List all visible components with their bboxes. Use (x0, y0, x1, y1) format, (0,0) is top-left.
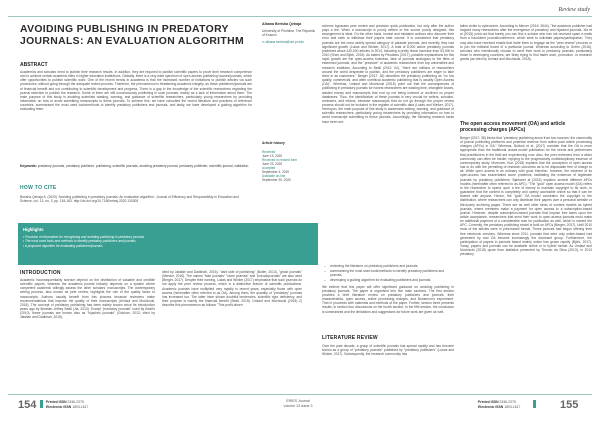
right-text-b: Berger (2017: 38) thinks that "predatory publishing arose from two sources: the commodity of journal publishing platforms and potential revenue from author-paid article processing charges (APCs) in OA." Whereas, Bullock et al. (2017) consider that the OA is more appropriate than the traditional closed-model publication for the needs and preferences that practitioners in the field are experiencing now. Also, the peer-reviewers from a wider community can often be harder, replying to the progressively multidisciplinary essence of contemporary study. Moreover, Kurt (2018) explains that the conception of open access has to do with the permitting of research outcomes as to be disposable free of charge to all. While open access is an ordinary with good intention, however, the essence of its open-access has exacerbated some problems, facilitating the existence of legitimate journals by predatory publishers. Bjarkaret al (2018) explains several different APCs models (hereinafter often referred to as APC). "The "gold" open access model (OA) refers to the researcher to spend upon a fee of money to maintain copyright to its work, to guarantee that the content is completely and openly accessible online so that it can be shared with anyone. Hence, the "gold" OA model constrains the copyright to the distribution, where researchers can only distribute their papers over a personal website or third-party archiving pages. There are as well other kinds of content models as hybrid journals, where members make a payment for open access to a subscription-based journal. However, despite subscription-based journals that impose free taxes upon the article acceptance, researchers that send their work to open-access journals must make an additional payment of a considerable sum for publication as well, which is named the APC. Currently, the predatory publishing model is built on APCs (Berger, 2017). Until 2010 most of the articles were in print-based format. These journals had begun offering their free electronic versions. Whereas since 2011, journals that were only online-based had generated by and OA became increasingly the dominant group. Furthermore, the participation of papers in journals based mainly online has grown rapidly (Björk, 2017). Today, papers and journals can be available online or in hybrid format. As Umlauf and Mochizuki (2018) quote from statistics presented by Tenorio da Silva (2013), in 2013 predatory (460, 136, 592, 257)
history-value: June 23, 2020 (262, 162, 283, 167)
intro-col1: Academic inconsequentiality science depend on the distribution of valuable and credible scientific papers, whereas the academic journal industry depends on a system where competent academic willingly assess the other scholars' manuscripts. The contemporary writing process, also known as peer review, highlights the role of the quality factor to manuscripts. Authors usually benefit from this process because reviewers make recommendations that improve the quality of their manuscripts (Umlauf and Mochizuki, 2018). The concept of predatory publishing has been widely known since its introduction years ago by librarian Jeffrey Beall (Jia, 2013). Except "predatory journals" used by Beall's (2010), these journals are known also as "hijacked journals" (Gokhan, 2012; cited by Jalalian and Dadkhah, 2015), (20, 278, 155, 320)
history-value: September 30, 2020 (262, 178, 291, 183)
keywords-text: predatory journals, predatory publisher, publishing, scientific journals, avoiding predatory journal, predatory publisher, scientific journal, validation (37, 164, 249, 168)
author-email[interactable]: ✉ albana.berisha@uni-pr.edu (262, 40, 304, 44)
middle-text-b: We believe that this paper will offer significant guidance on avoiding publishing in predatory journals. The paper is organised into five main sections. The first section provides a brief literature review on predatory publishers and journals, their characteristics, open access, article processing charges, and Bohannon's experiment. Then it proceeds with materials and methods of the paper. Further, section three presents results, in section four discussions on the fourth section. In the fifth section, the conclusion is summarized and the limitations and suggestions for future work are given as well. (322, 284, 454, 314)
journal-info-left (268, 399, 328, 408)
intro-col2: cited by Jalalian and Dadkhah, 2015), "dark side of publishing" (Butler, 2013), "ghost journals" (Mercier, 2016). The names "fake journals" "clone journals" and "pseudojournals" are also used (Berger, 2017). Despite their naming, Lukas and Winker (2017) emphasise that such journals do not apply the peer review process, which is a distinctive feature of scientific publications. Academic journals have multiplied very rapidly in recent years, especially those with open access (hereinafter often referred to as OA). Among them, the quantity of "predatory" journals has increased too. The latter have shown doubtful tendencies, scientific rigor deficiency, and their purpose is mainly the financial benefit (Beall, 2015). Umlauf and Mochizuki (2018) 2) describe this phenomenon as follows "This profit-driven (162, 270, 302, 308)
cite-heading: HOW TO CITE (20, 185, 57, 191)
keywords-label: Keywords: (20, 164, 37, 168)
abstract-heading: ABSTRACT (20, 62, 48, 68)
research-tasks-list (322, 264, 454, 283)
issn-block-right: Printed ISSN 2336-2375 Electronic ISSN 1803-1617 (478, 400, 521, 409)
intro-heading: INTRODUCTION (20, 270, 61, 276)
issn-block-left: Printed ISSN 2336-2375 Electronic ISSN 1803-1617 (46, 400, 89, 409)
highlight-item: • The most used tools and methods to identify predatory publishers and journals (23, 239, 136, 244)
journal-name: ERIES Journal (286, 399, 310, 403)
author-name: Albana Berisha Qehaja (262, 22, 302, 26)
author-email-text[interactable]: albana.berisha@uni-pr.edu (265, 40, 304, 44)
lit-review-heading: LITERATURE REVIEW (322, 334, 378, 341)
journal-volume: volume 13 issue 3 (283, 403, 313, 408)
page-number-right: 155 (560, 399, 579, 411)
highlights-box (18, 223, 318, 265)
highlight-item: • Provision of information for recognising and avoiding publishing in predatory journals (23, 235, 145, 239)
history-label: Accepted (262, 166, 276, 171)
right-text: fallen victim to cybercrime. According to Mercer (2016: 3644), "the academic publisher had trapped many researchers after the emergence of predatory and hijacked journals. Xia et al (2015) point out that barely you can find a scholar who has not received spam e-mails from a fraudulent journal/conference, which seek to solicitate papers/participation. They may also have received emails that invite them to engage as the "peer-review" process or to join the editorial board of a particular journal. Whereas according to Green (2016), scholars who intentionally choose to send their work to predatory journals, particularly those in developing countries, are likely trying to find faster work, promotion, or research grants (as cited by Umlauf and Mochizuki, 2018). (460, 24, 592, 62)
highlight-item: • A proposed algorithm for evaluating publishers/journals (23, 243, 103, 248)
history-label: Received in revised form (262, 158, 298, 163)
right-column (460, 24, 592, 392)
lit-review-text: Over the past decade, a group of scientific journals has spread rapidly and has become known as a group of "predatory journals" published by "predatory publishers" (Lukas and Winker, 2017). Subsequently, the research community has (322, 343, 454, 356)
footer-rule (8, 394, 592, 395)
history-label: Available on-line (262, 174, 286, 179)
footer-accent-bar (533, 400, 536, 408)
history-value: June 13, 2020 (262, 154, 283, 159)
footer-accent-bar (40, 400, 43, 408)
section-label: Review study (558, 7, 590, 13)
history-label: Received (262, 150, 276, 154)
keywords (20, 164, 250, 168)
article-history (262, 150, 318, 182)
article-history-heading: Article history (262, 141, 285, 145)
cite-text[interactable]: Berisha Qehaja A. (2020) 'Avoiding publishing in predatory journals: An evaluation algorithm', Journal of Efficiency and Responsibility in Education and Science, vol. 13, no. 3, pp. 154-163. http://dx.doi.org/10.7160/eriesj.2020.130305 (20, 195, 239, 204)
article-title: AVOIDING PUBLISHING IN PREDATORY JOURNALS: AN EVALUATION ALGORITHM (20, 24, 244, 47)
list-item: – reviewing the literature on predatory publishers and journals, (330, 264, 454, 268)
history-value: September 4, 2020 (262, 170, 290, 175)
middle-text: scheme bypasses peer review and precision quick publication, but only after the author pays a fee. When a manuscript is poorly written or the source poorly designed, this arrangement is ideal. On the other hand, honest and mistaken authors who discover their error and seek to withdraw their papers later cannot. It is considered that predatory journals are the most widely spread category of parasite journals, and recently they had significant growth (Lukas and Winker, 2017). A total of 8,000 active predatory journals published about 420,000 articles in 2014, following a pretty linear increase from 53,000 in 2010 (Shen and Björk, 2015). As stated by Pecaibou (2017), possible explanations for this rapid growth are the open-access business, fake of journals analogous to the titles of esteemed journals, and the "pressure" of academic researchers from top universities and research institutes. According to Beall (2012: 54), "there are millions of researchers around the world desperate to publish, and the predatory publishers are eager to take them in as customers." Berger (2017: 26) describes the predatory publishing as "no low quality, commercial, and often unethical academic publishing that is usually Open Access (OA)". Whereas, Umlauf and Mochizuki (2018) point out that the consequences of publishing in predatory journals for honest researchers are wasting time, intangible losses, wasted money and manuscripts that end up not being indexed or archived on proper databases. Thus, the identification of these journals is very crucial for writers, scholars, reviewers, and editors, because manuscripts that do not go through the proper review process should not be included in the register of scientific data (Lukas and Winker, 2017). Hereupon, the main purpose of this study is awareness-raising, warning, and guidance of scientific researchers, particularly young researchers by providing information on how to avoid manuscript submitting to these journals. Accordingly, the following research tasks have been set: (322, 24, 454, 124)
page-number-left: 154 (18, 399, 37, 411)
header-rule (8, 16, 592, 17)
list-item: – summarising the most used tools/methods to identify predatory publishers and journals, (330, 269, 454, 277)
list-item: – developing a guiding algorithm for evaluating publishers and journals. (330, 278, 454, 282)
oa-heading: The open access movement (OA) and article processing charges (APCs) (460, 121, 566, 133)
author-affiliation: University of Prishtina, The Republic of Kosovo (262, 29, 316, 37)
middle-column (322, 24, 454, 392)
highlights-heading: Highlights (23, 227, 44, 232)
abstract-text: Academics and scholars need to publish their research results. In addition, they are required to publish scientific papers to prove their research competence and to achieve certain academic titles in higher education institutions. Globally, there is a very wide spectrum of open-access publishing houses/journals, which offer opportunities to publish scientific work. One of the recent trends in academia is that the increased number of invitations to publish articles via such procedures, without going through the adequate review process. Therefore, the phenomenon is threatening academic integrity, as these publishers/journals are of financial benefit and not contributing to scientific development and progress. There is a gap in the knowledge of the scientific researchers regarding the journal selection to publish the research. Some of them are still unconsciously publishing in such journals, mainly as a lack of information about them. The main purpose of this study is avoiding scientists wasting, warning, and guidance of scientific researchers, particularly young researchers by providing information on how to avoid submitting manuscripts to these journals. To achieve this, we have consulted the recent literature and practices of reference countries, summarised the most used tools/methods to identify predatory publishers and journals, and lastly, we have developed a guiding algorithm for evaluating them. (20, 70, 252, 112)
